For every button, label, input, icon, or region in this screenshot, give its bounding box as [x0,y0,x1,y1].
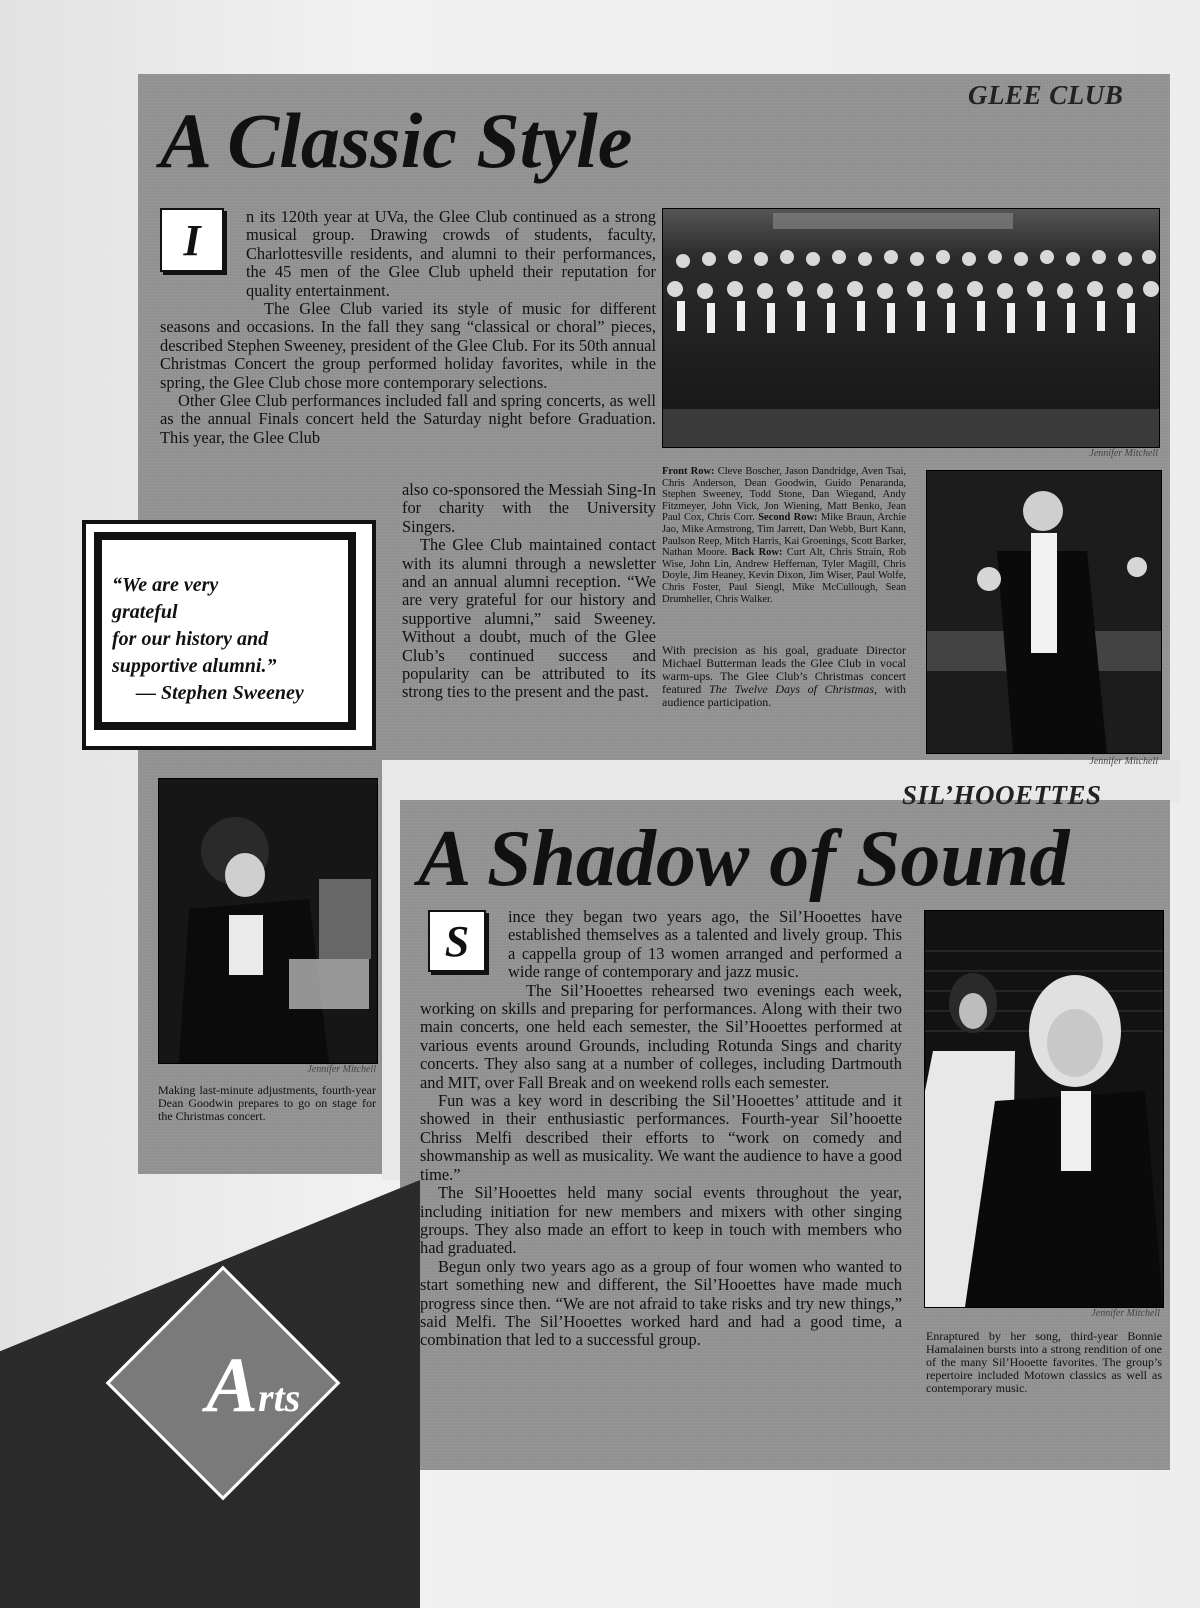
pull-quote-line-1: “We are very [112,574,219,596]
silhooettes-headline: A Shadow of Sound [418,815,1070,903]
pull-quote-line-2: grateful [112,601,178,623]
group-photo-roster [662,466,906,605]
group-photo-credit: Jennifer Mitchell [1089,448,1158,459]
director-photo-image [927,471,1161,753]
arts-rest: rts [258,1375,301,1420]
dean-goodwin-photo [158,778,378,1064]
dean-goodwin-photo-credit: Jennifer Mitchell [307,1064,376,1075]
silhooettes-dropcap: S [428,910,486,972]
pull-quote-author: — Stephen Sweeney [136,682,304,704]
glee-dropcap: I [160,208,224,272]
glee-para-1: n its 120th year at UVa, the Glee Club continued as a strong musical group. Drawing crowds of students, faculty, Charlottesville residents, and alumni to their performances, the 45 men of the Glee Club upheld their reputation for quality entertainment. [246,207,656,300]
glee-para-3b: also co-sponsored the Messiah Sing-In for charity with the University Singers. [402,480,657,536]
bonnie-photo-credit: Jennifer Mitchell [1091,1308,1160,1319]
glee-club-headline: A Classic Style [160,97,633,184]
group-photo-image [663,209,1159,447]
sil-para-1: ince they began two years ago, the Sil’Hooettes have established themselves as a talented and lively group. This a cappella group of 13 women arranged and performed a wide range of contemporary and jazz music. [508,907,902,982]
roster-second-label: Second Row: [758,512,818,524]
panel-gap-right [382,760,400,1180]
glee-para-2: The Glee Club varied its style of music for different seasons and occasions. In the fall they sang “classical or choral” pieces, described Stephen Sweeney, president of the Glee Club. For its 50th annual Christmas Concert the group performed holiday favorites, while in the spring, the Glee Club chose more contemporary selections. [160,299,656,392]
roster-back-row: Curt Alt, Chris Strain, Rob Wise, John Lin, Andrew Heffernan, Tyler Magill, Chris Doyle, Jim Heaney, Kevin Dixon, Jim Wiser, Paul Wolfe, Chris Foster, Paul Siengl, Mike McCullough, Sean Drumheller, Chris Walker. [662,547,907,605]
silhooettes-kicker: SIL’HOOETTES [902,780,1102,810]
roster-back-label: Back Row: [731,547,783,559]
sil-para-3: Fun was a key word in describing the Sil’Hooettes’ attitude and it showed in their enthusiastic performances. Fourth-year Sil’hooette Chriss Melfi described their efforts to “work on comedy and showmanship as well as musicality. We want the audience to have a good time.” [420,1091,902,1184]
silhooettes-article-body [420,908,902,1350]
pull-quote [112,572,352,707]
glee-para-3a: Other Glee Club performances included fall and spring concerts, as well as the annual Finals concert held the Saturday night before Graduation. This year, the Glee Club [160,391,656,447]
director-caption-title: The Twelve Days of Christmas [708,682,874,696]
bonnie-hamalainen-photo [924,910,1164,1308]
glee-article-body [160,208,656,447]
roster-front-row: Cleve Boscher, Jason Dandridge, Aven Tsai, Chris Anderson, Dean Goodwin, Guido Penaranda, Stephen Sweeney, Todd Stone, Dan Wiegand, Andy Fitzmeyer, John Vick, Jon Wiening, Matt Benko, Jean Paul Cox, Chris Corr. [662,466,907,524]
arts-initial: A [206,1341,259,1428]
bonnie-photo-caption: Enraptured by her song, third-year Bonnie Hamalainen bursts into a strong rendition of one of the many Sil’Hooette favorites. The group’s repertoire included Motown classics as well as contemporary music. [926,1329,1162,1395]
roster-second-row: Mike Braun, Archie Jao, Mike Armstrong, Tim Jarrett, Dan Webb, Burt Kann, Paulson Reep, Mitch Harris, Kai Groenings, Scott Barker, Nathan Moore. [662,512,906,559]
pull-quote-line-3: for our history and [112,628,269,650]
director-caption-text: With precision as his goal, graduate Director Michael Butterman leads the Glee Club in vocal warm-ups. The Glee Club’s Christmas concert featured [662,643,906,696]
glee-club-kicker: GLEE CLUB [968,80,1124,110]
bonnie-photo-image [925,911,1163,1307]
sil-para-2: The Sil’Hooettes rehearsed two evenings each week, working on skills and preparing for performances. Along with their two main concerts, one held each semester, the Sil’Hooettes performed at various events around Grounds, including Rotunda Sings and charity concerts. They also sang at a number of colleges, including Dartmouth and MIT, over Fall Break and on weekend rolls each semester. [420,980,902,1092]
director-caption-end: , with audience participation. [662,682,906,709]
director-photo-caption [662,644,906,709]
glee-club-group-photo [662,208,1160,448]
dean-goodwin-photo-caption: Making last-minute adjustments, fourth-year Dean Goodwin prepares to go on stage for the Christmas concert. [158,1083,376,1123]
glee-para-4: The Glee Club maintained contact with its alumni through a newsletter and an annual alumni reception. “We are very grateful for our history and supportive alumni,” said Sweeney. Without a doubt, much of the Glee Club’s continued success and popularity can be attributed to its strong ties to the present and the past. [402,535,656,702]
dean-goodwin-photo-image [159,779,377,1063]
arts-section-label [206,1340,300,1430]
glee-article-body-col2 [402,481,656,702]
pull-quote-line-4: supportive alumni.” [112,655,277,677]
sil-para-4: The Sil’Hooettes held many social events throughout the year, including initiation for new members and mixers with other singing groups. They also made an effort to keep in touch with members who had graduated. [420,1183,902,1258]
director-photo-credit: Jennifer Mitchell [1089,756,1158,767]
roster-front-label: Front Row: [662,466,715,477]
director-photo [926,470,1162,754]
sil-para-5: Begun only two years ago as a group of four women who wanted to start something new and different, the Sil’Hooettes have made much progress since then. “We are not afraid to take risks and try new things,” said Melfi. The Sil’Hooettes worked hard and had a good time, a combination that led to a successful group. [420,1256,902,1350]
